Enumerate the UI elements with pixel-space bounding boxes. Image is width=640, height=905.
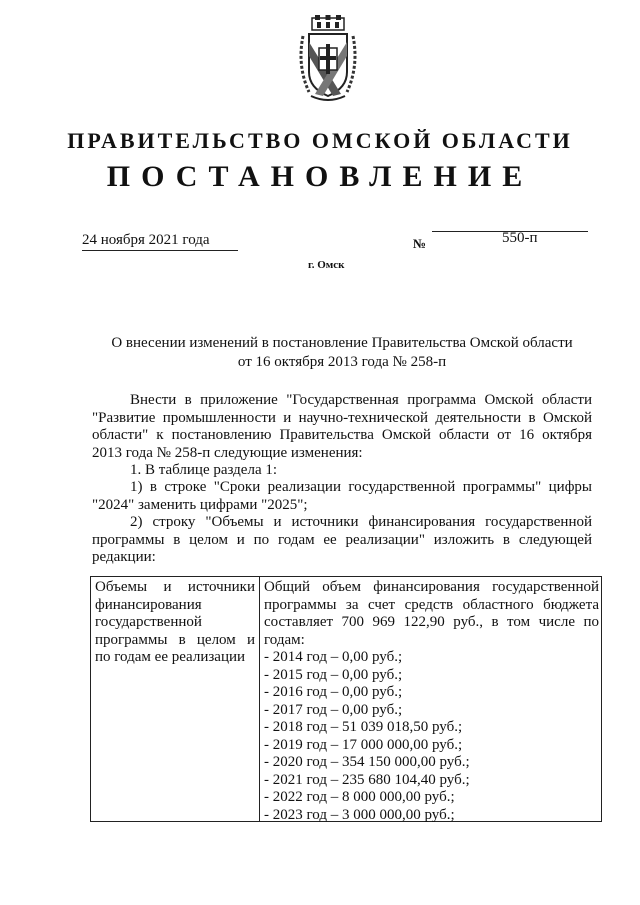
paragraph-line: 2013 года № 258-п следующие изменения:: [92, 444, 363, 461]
year-funding-item: - 2015 год – 0,00 руб.;: [264, 666, 403, 683]
organization-title: ПРАВИТЕЛЬСТВО ОМСКОЙ ОБЛАСТИ: [67, 128, 573, 153]
cell-line: финансирования: [95, 596, 202, 613]
paragraph-line: Внести в приложение "Государственная программа Омской области: [130, 392, 592, 408]
subject-line: от 16 октября 2013 года № 258-п: [237, 354, 447, 370]
year-funding-item: - 2019 год – 17 000 000,00 руб.;: [264, 736, 463, 753]
year-funding-item: - 2017 год – 0,00 руб.;: [264, 701, 403, 718]
paragraph-line: 1) в строке "Сроки реализации государственной программы" цифры: [130, 479, 592, 495]
body-paragraph: [92, 392, 592, 462]
paragraph-line: программы в целом и по годам ее реализации" изложить в следующей: [92, 531, 592, 548]
document-date: 24 ноября 2021 года: [82, 232, 238, 251]
paragraph-line: 2) строку "Объемы и источники финансирования государственной: [130, 514, 592, 530]
cell-line: Общий объем финансирования государственной: [264, 579, 599, 595]
year-funding-item: - 2020 год – 354 150 000,00 руб.;: [264, 754, 470, 770]
year-funding-item: - 2016 год – 0,00 руб.;: [264, 684, 403, 700]
subject-line: О внесении изменений в постановление Правительства Омской области: [111, 335, 573, 351]
document-type: ПОСТАНОВЛЕНИЕ: [106, 160, 534, 193]
paragraph-line: редакции:: [92, 549, 156, 565]
paragraph-line: "2024" заменить цифрами "2025";: [92, 496, 308, 513]
city-label: г. Омск: [308, 259, 345, 271]
paragraph-line: области" к постановлению Правительства Омской области от 16 октября: [92, 427, 592, 443]
table-cell-value: [260, 577, 603, 824]
cell-line: Объемы и источники: [95, 579, 255, 595]
document-number: 550-п: [502, 230, 538, 246]
cell-line: по годам ее реализации: [95, 649, 246, 665]
cell-line: годам:: [264, 631, 305, 648]
year-funding-item: - 2018 год – 51 039 018,50 руб.;: [264, 719, 463, 735]
paragraph-line: "Развитие промышленности и научно-технической деятельности в Омской: [92, 409, 592, 426]
body-paragraph: [92, 479, 592, 514]
cell-line: программы за счет средств областного бюджета: [264, 596, 599, 613]
year-funding-item: - 2021 год – 235 680 104,40 руб.;: [264, 771, 470, 788]
year-funding-item: - 2014 год – 0,00 руб.;: [264, 649, 403, 665]
body-paragraph: [92, 462, 592, 480]
cell-line: государственной: [95, 614, 202, 630]
cell-line: программы в целом и: [95, 631, 255, 648]
number-sign: №: [413, 236, 427, 251]
omsk-coat-of-arms-icon: [295, 14, 361, 102]
paragraph-line: 1. В таблице раздела 1:: [130, 462, 278, 478]
document-number-field: [432, 230, 588, 246]
cell-line: составляет 700 969 122,90 руб., в том числе по: [264, 614, 599, 630]
table-cell-label: [91, 577, 260, 821]
financing-table: [90, 576, 602, 822]
body-paragraph: [92, 514, 592, 567]
document-subject: [92, 334, 592, 372]
year-funding-item: - 2022 год – 8 000 000,00 руб.;: [264, 789, 455, 805]
year-funding-item: - 2023 год – 3 000 000,00 руб.;: [264, 806, 455, 823]
